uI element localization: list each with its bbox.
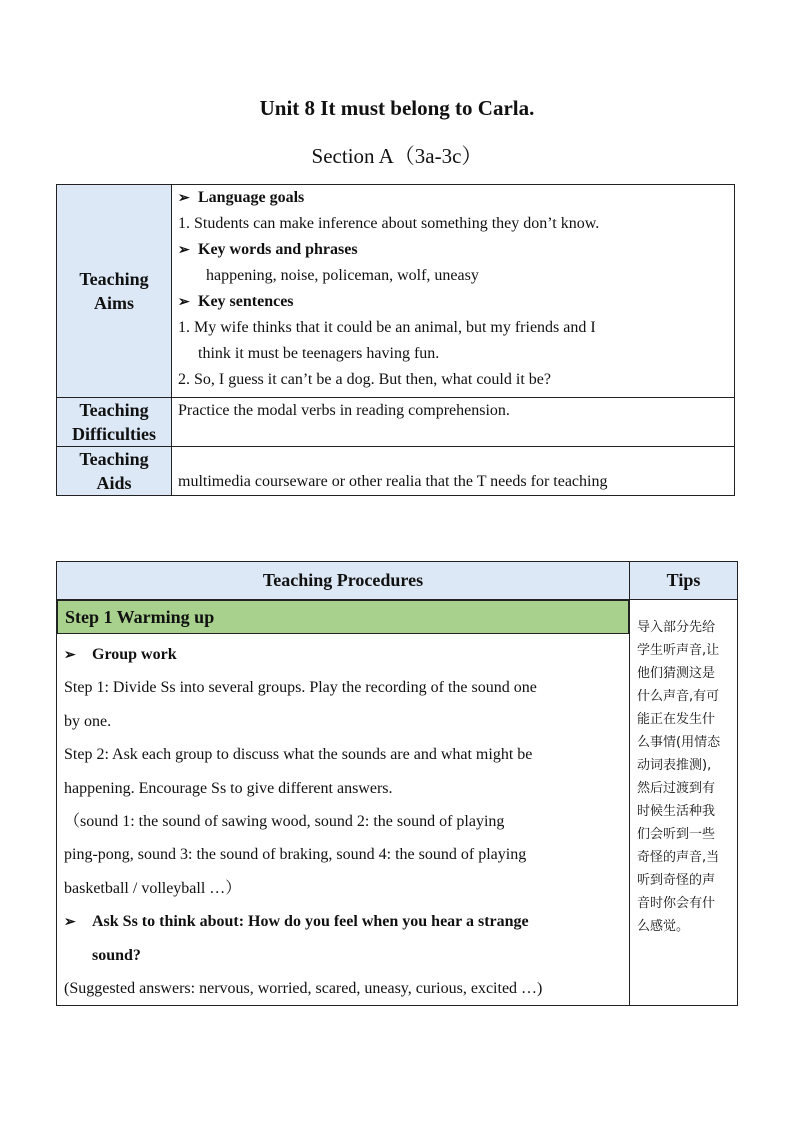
aims-content	[172, 185, 735, 398]
procedure-heading: sound?	[92, 946, 141, 964]
procedures-body	[57, 634, 629, 1005]
aims-line	[178, 315, 734, 341]
difficulties-label: Teaching Difficulties	[57, 398, 172, 447]
tips-line: 学生听声音,让	[637, 643, 720, 658]
procedure-line	[64, 805, 623, 838]
procedures-header: Teaching Procedures	[57, 562, 630, 600]
tips-header: Tips	[630, 562, 738, 600]
arrow-bullet-icon: ➢	[64, 648, 76, 663]
procedure-line	[64, 838, 623, 871]
arrow-bullet-icon: ➢	[178, 295, 190, 310]
procedure-text: (Suggested answers: nervous, worried, scared, uneasy, curious, excited …)	[64, 979, 543, 997]
aims-heading: Key sentences	[198, 293, 294, 310]
aims-line	[178, 237, 734, 263]
teaching-procedures-table	[56, 561, 738, 1006]
aims-line	[178, 211, 734, 237]
aims-text: happening, noise, policeman, wolf, uneasy	[206, 267, 479, 284]
procedure-line	[64, 939, 623, 972]
tips-line: 他们猜测这是	[637, 666, 716, 681]
tips-line: 什么声音,有可	[637, 689, 720, 704]
tips-line: 么事情(用情态	[637, 735, 721, 750]
aims-line	[178, 185, 734, 211]
tips-line: 们会听到一些	[637, 827, 716, 842]
tips-line: 音时你会有什	[637, 896, 716, 911]
tips-cell	[630, 600, 738, 1006]
tips-line: 时候生活种我	[637, 804, 716, 819]
aims-text: 1. Students can make inference about something they don’t know.	[178, 215, 600, 232]
procedures-cell	[57, 600, 630, 1006]
procedure-line	[64, 638, 623, 671]
procedure-line	[64, 972, 623, 1005]
aids-text: multimedia courseware or other realia that the T needs for teaching	[178, 473, 608, 490]
aids-content	[172, 447, 735, 496]
procedure-text: by one.	[64, 712, 112, 730]
arrow-bullet-icon: ➢	[64, 915, 76, 931]
teaching-aims-table	[56, 184, 735, 496]
procedure-line	[64, 705, 623, 738]
arrow-bullet-icon: ➢	[178, 191, 190, 206]
procedure-line	[64, 872, 623, 905]
tips-line: 能正在发生什	[637, 712, 716, 727]
aims-line	[178, 367, 734, 393]
tips-line: 听到奇怪的声	[637, 873, 716, 888]
page-title: Unit 8 It must belong to Carla.	[259, 96, 535, 120]
tips-line: 动词表推测),	[637, 758, 712, 773]
arrow-bullet-icon: ➢	[178, 243, 190, 258]
aims-label: Teaching Aims	[57, 185, 172, 398]
procedure-text: happening. Encourage Ss to give different answers.	[64, 779, 393, 797]
aims-line	[178, 341, 734, 367]
aims-heading: Language goals	[198, 189, 305, 206]
procedure-line	[64, 905, 623, 938]
tips-line: 奇怪的声音,当	[637, 850, 720, 865]
procedure-text: Step 2: Ask each group to discuss what the sounds are and what might be	[64, 746, 533, 764]
aims-text: 1. My wife thinks that it could be an animal, but my friends and I	[178, 319, 596, 336]
page-subtitle: Section A（3a-3c）	[311, 144, 483, 168]
procedure-text: ping-pong, sound 3: the sound of braking, sound 4: the sound of playing	[64, 846, 527, 864]
procedure-text: basketball / volleyball …）	[64, 879, 242, 897]
tips-line: 导入部分先给	[637, 620, 716, 635]
procedure-text: Step 1: Divide Ss into several groups. Play the recording of the sound one	[64, 679, 537, 697]
tips-line: 然后过渡到有	[637, 781, 716, 796]
difficulties-text: Practice the modal verbs in reading comprehension.	[178, 402, 510, 419]
aims-text: 2. So, I guess it can’t be a dog. But then, what could it be?	[178, 371, 551, 388]
aids-label: Teaching Aids	[57, 447, 172, 496]
procedure-line	[64, 772, 623, 805]
difficulties-content	[172, 398, 735, 447]
aims-heading: Key words and phrases	[198, 241, 358, 258]
procedure-line	[64, 738, 623, 771]
procedure-line	[64, 671, 623, 704]
step-title: Step 1 Warming up	[57, 600, 629, 634]
procedure-heading: Ask Ss to think about: How do you feel when you hear a strange	[92, 913, 529, 931]
tips-line: 么感觉。	[637, 919, 690, 934]
aims-text: think it must be teenagers having fun.	[198, 345, 440, 362]
aims-line	[178, 263, 734, 289]
procedure-heading: Group work	[92, 646, 177, 663]
aims-line	[178, 289, 734, 315]
procedure-text: （sound 1: the sound of sawing wood, sound 2: the sound of playing	[64, 812, 505, 830]
